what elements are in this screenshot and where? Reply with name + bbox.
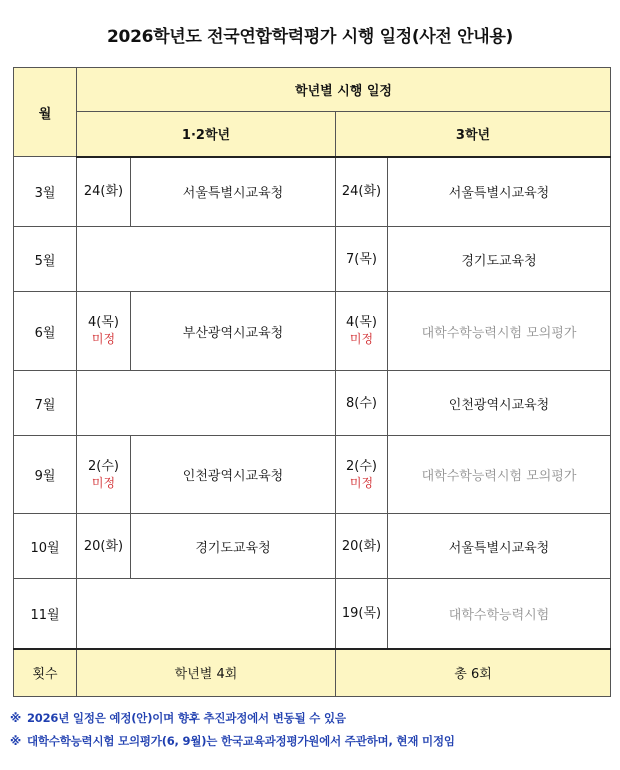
month-cell: 3월 (14, 157, 77, 227)
date-text: 20(화) (83, 538, 124, 554)
tbd-label: 미정 (349, 332, 374, 346)
month-cell: 5월 (14, 227, 77, 292)
month-cell: 10월 (14, 514, 77, 579)
date-text: 24(화) (83, 184, 124, 200)
table-row (14, 514, 611, 579)
page-title: 2026학년도 전국연합학력평가 시행 일정(사전 안내용) (107, 27, 513, 47)
date-text: 4(목) (88, 315, 119, 330)
schedule-table (13, 67, 611, 697)
date-text: 2(수) (88, 458, 119, 474)
date-text: 8(수) (346, 395, 377, 411)
grade12-date-cell (77, 436, 131, 514)
footnote (10, 730, 616, 753)
month-cell: 6월 (14, 292, 77, 371)
grade12-empty-cell (77, 371, 336, 436)
total-label-cell: 횟수 (14, 649, 77, 697)
grade12-date-cell (77, 514, 131, 579)
table-row (14, 371, 611, 436)
grade3-org-cell: 대학수학능력시험 모의평가 (388, 292, 611, 371)
grade3-header: 3학년 (336, 112, 611, 157)
footnote-text: 2026년 일정은 예정(안)이며 향후 추진과정에서 변동될 수 있음 (26, 711, 346, 725)
table-row (14, 157, 611, 227)
grade3-org-cell: 대학수학능력시험 (388, 579, 611, 649)
table-row (14, 227, 611, 292)
grade3-date-cell (336, 579, 388, 649)
grade3-total-cell: 총 6회 (336, 649, 611, 697)
grade3-org-cell: 대학수학능력시험 모의평가 (388, 436, 611, 514)
grade3-date-cell (336, 371, 388, 436)
date-text: 7(목) (346, 251, 377, 267)
grade3-org-cell: 서울특별시교육청 (388, 514, 611, 579)
grade3-date-cell (336, 157, 388, 227)
tbd-label: 미정 (349, 475, 374, 490)
grade3-date-cell (336, 227, 388, 292)
grade12-empty-cell (77, 227, 336, 292)
month-cell: 7월 (14, 371, 77, 436)
grade12-total-cell: 학년별 4회 (77, 649, 336, 697)
date-text: 20(화) (341, 538, 382, 554)
footnote (10, 707, 616, 730)
reference-mark-icon: ※ (10, 734, 21, 748)
grade12-empty-cell (77, 579, 336, 649)
date-text: 24(화) (341, 184, 382, 200)
table-row (14, 579, 611, 649)
table-row (14, 436, 611, 514)
month-header: 월 (14, 68, 77, 157)
tbd-label: 미정 (91, 475, 116, 490)
total-row (14, 649, 611, 697)
grade12-org-cell: 부산광역시교육청 (131, 292, 336, 371)
grade3-date-cell (336, 292, 388, 371)
footnotes (10, 707, 616, 753)
grade12-date-cell (77, 157, 131, 227)
grade12-header: 1·2학년 (77, 112, 336, 157)
tbd-label: 미정 (91, 332, 116, 346)
month-cell: 9월 (14, 436, 77, 514)
grade12-org-cell: 인천광역시교육청 (131, 436, 336, 514)
reference-mark-icon: ※ (10, 711, 21, 725)
grade12-org-cell: 서울특별시교육청 (131, 157, 336, 227)
grade12-org-cell: 경기도교육청 (131, 514, 336, 579)
grade12-date-cell (77, 292, 131, 371)
table-row (14, 292, 611, 371)
schedule-group-header: 학년별 시행 일정 (77, 68, 611, 112)
date-text: 19(목) (341, 605, 382, 621)
grade3-org-cell: 인천광역시교육청 (388, 371, 611, 436)
footnote-text: 대학수학능력시험 모의평가(6, 9월)는 한국교육과정평가원에서 주관하며, 현재 미정임 (26, 734, 455, 748)
grade3-org-cell: 서울특별시교육청 (388, 157, 611, 227)
grade3-org-cell: 경기도교육청 (388, 227, 611, 292)
grade3-date-cell (336, 436, 388, 514)
date-text: 2(수) (346, 458, 377, 474)
month-cell: 11월 (14, 579, 77, 649)
grade3-date-cell (336, 514, 388, 579)
date-text: 4(목) (346, 315, 377, 330)
